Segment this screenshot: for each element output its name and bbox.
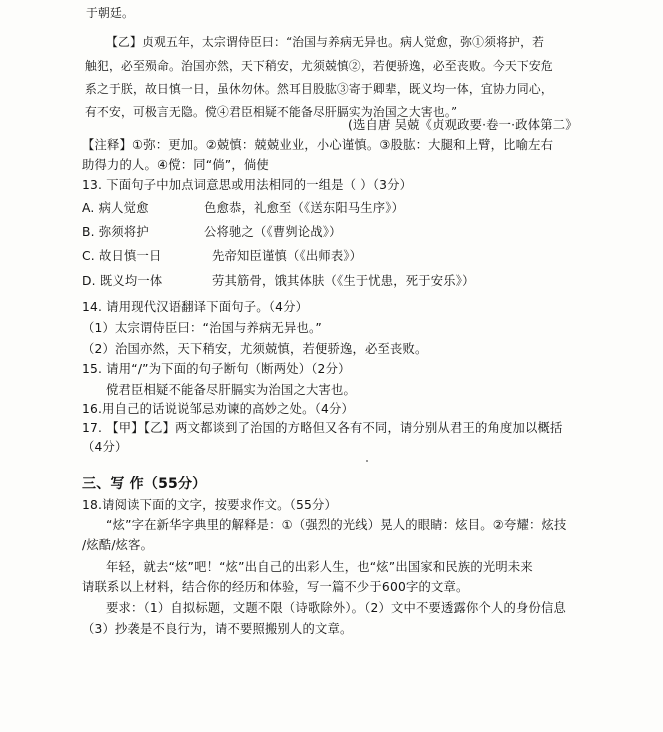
q13-option-c <box>82 248 662 265</box>
passage-line-4: 有不安，可极言无隐。傥④君臣相疑不能备尽肝膈实为治国之大害也。” <box>85 105 458 119</box>
q14-sentence-2: （2）治国亦然，天下稍安，尤须兢慎，若便骄逸，必至丧败。 <box>82 342 428 356</box>
q13-option-b-right: 公将驰之（《曹刿论战》） <box>204 225 342 239</box>
writing-para-2: 年轻，就去“炫”吧！“炫”出自己的出彩人生，也“炫”出国家和民族的光明未来 <box>106 560 533 574</box>
q14-stem: 14. 请用现代汉语翻译下面句子。（4分） <box>82 300 309 314</box>
q13-option-c-left: C. 故日慎一日 <box>82 249 162 263</box>
passage-line-1: 【乙】贞观五年，太宗谓侍臣曰：“治国与养病无异也。病人觉愈，弥①须将护，若 <box>106 35 545 49</box>
writing-para-3b: （3）抄袭是不良行为，请不要照搬别人的文章。 <box>82 622 353 636</box>
notes-line-2: 助得力的人。④傥：同“倘”，倘使 <box>82 158 269 172</box>
q17-stem: 17. 【甲】【乙】两文都谈到了治国的方略但又各有不同，请分别从君王的角度加以概括 <box>82 421 563 435</box>
writing-para-3: 要求：（1）自拟标题，文题不限（诗歌除外）。（2）文中不要透露你个人的身份信息 <box>106 601 566 615</box>
notes-line-1: 【注释】①弥：更加。②兢慎：兢兢业业，小心谨慎。③股肱：大腿和上臂，比喻左右 <box>82 138 554 152</box>
q13-option-c-right: 先帝知臣谨慎（《出师表》） <box>212 249 363 263</box>
passage-line-3: 系之于朕，故日慎一日，虽休勿休。然耳目股肱③寄于卿辈，既义均一体，宜协力同心， <box>85 82 553 96</box>
writing-q18: 18.请阅读下面的文字，按要求作文。（55分） <box>82 498 337 512</box>
writing-para-2b: 请联系以上材料，结合你的经历和体验，写一篇不少于600字的文章。 <box>82 580 469 594</box>
q13-option-d-right: 劳其筋骨，饿其体肤（《生于忧患，死于安乐》） <box>212 274 475 288</box>
q13-option-a <box>82 200 662 217</box>
q14-sentence-1: （1）太宗谓侍臣曰：“治国与养病无异也。” <box>82 321 322 335</box>
q16-stem: 16.用自己的话说说邹忌劝谏的高妙之处。（4分） <box>82 402 354 416</box>
q13-option-d-left: D. 既义均一体 <box>82 274 163 288</box>
q13-option-a-right: 色愈恭，礼愈至（《送东阳马生序》） <box>204 201 405 215</box>
q13-option-b-left: B. 弥须将护 <box>82 225 149 239</box>
scan-speck <box>366 460 368 462</box>
q13-option-d <box>82 273 662 290</box>
q13-option-b <box>82 224 662 241</box>
q15-stem: 15. 请用“/”为下面的句子断句（断两处）（2分） <box>82 362 351 376</box>
passage-line-2: 触犯，必至殒命。治国亦然，天下稍安，尤须兢慎②，若便骄逸，必至丧败。今天下安危 <box>85 59 553 73</box>
writing-para-1b: /炫酷/炫客。 <box>82 538 154 552</box>
q13-stem: 13. 下面句子中加点词意思或用法相同的一组是（ ）（3分） <box>82 178 413 192</box>
q17-score: （4分） <box>82 440 128 454</box>
q15-sentence: 傥君臣相疑不能备尽肝膈实为治国之大害也。 <box>106 383 356 397</box>
writing-heading: 三、写 作（55分） <box>82 476 207 492</box>
writing-para-1: “炫”字在新华字典里的解释是：①（强烈的光线）晃人的眼睛：炫目。②夸耀：炫技 <box>106 518 567 532</box>
passage-source: (选自唐 吴兢《贞观政要·卷一·政体第二》 <box>348 118 578 132</box>
passage-line-0: 于朝廷。 <box>86 6 134 20</box>
q13-option-a-left: A. 病人觉愈 <box>82 201 149 215</box>
